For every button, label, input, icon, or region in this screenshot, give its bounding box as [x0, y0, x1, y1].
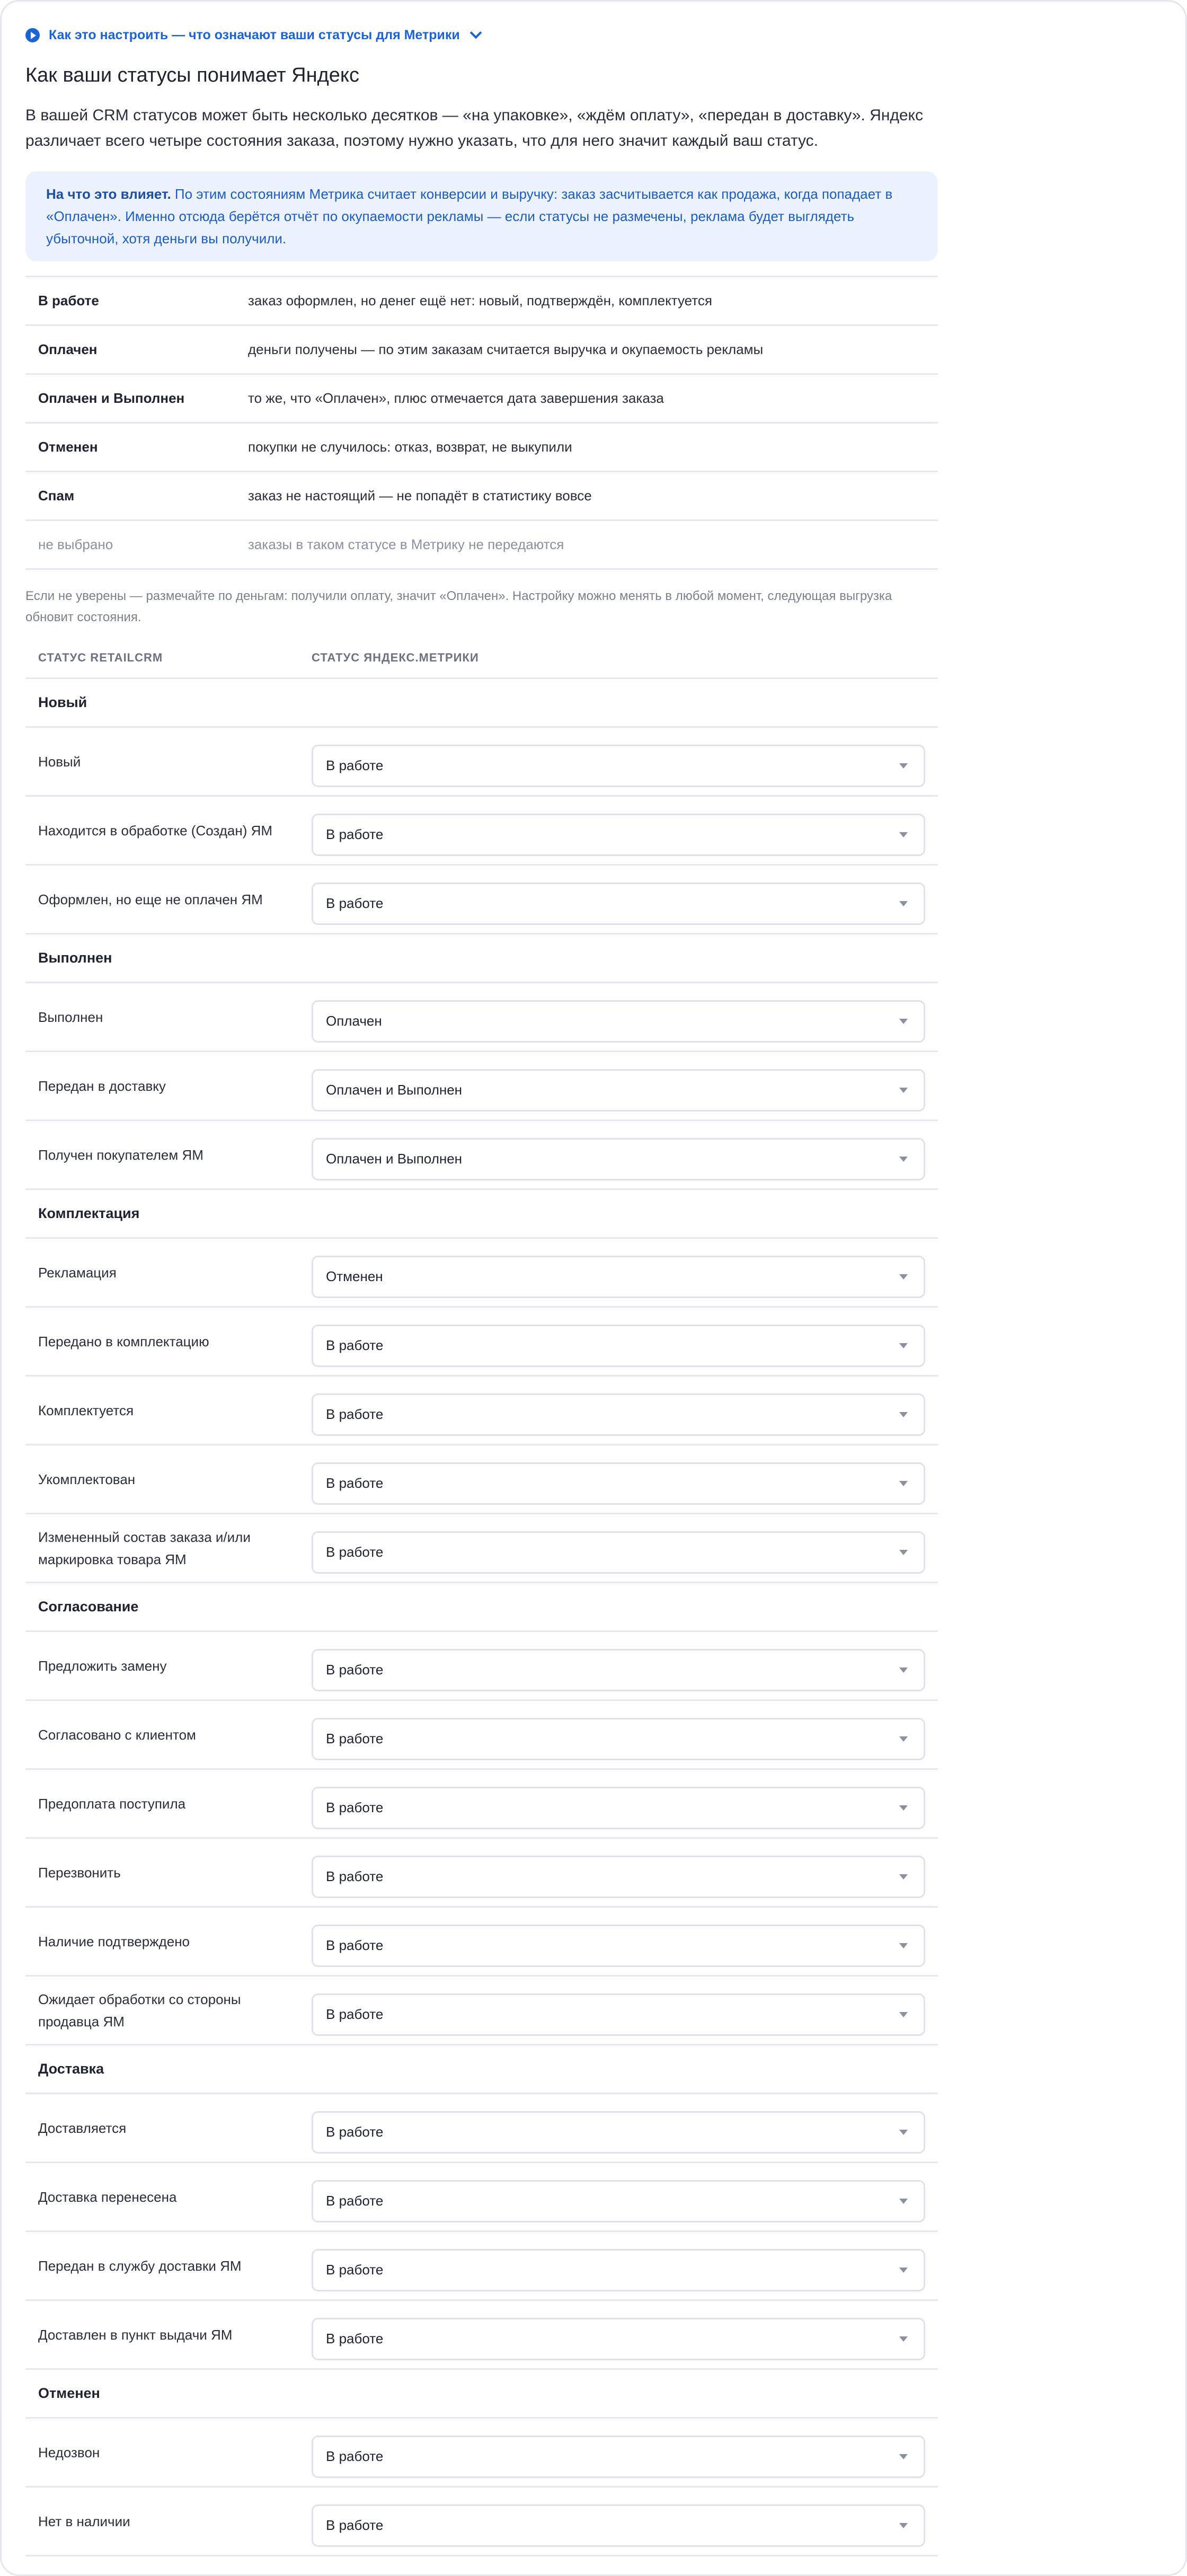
- crm-status-name: Рекламация: [38, 1264, 117, 1281]
- select-value: В работе: [326, 1406, 384, 1422]
- select-value: В работе: [326, 2448, 384, 2464]
- metrika-status-select[interactable]: [312, 1256, 925, 1298]
- table-row: [25, 1445, 938, 1514]
- caret-down-icon: [899, 1157, 908, 1162]
- status-group-title: Новый: [25, 679, 938, 728]
- legend-status-desc: заказы в таком статусе в Метрику не передаются: [248, 536, 564, 552]
- chevron-down-icon: [470, 27, 482, 39]
- table-row: [25, 1052, 938, 1121]
- info-box: [25, 171, 938, 261]
- caret-down-icon: [899, 2454, 908, 2459]
- table-row: [25, 2163, 938, 2232]
- table-row: [25, 1121, 938, 1190]
- select-value: В работе: [326, 826, 384, 842]
- select-value: В работе: [326, 2193, 384, 2209]
- select-value: В работе: [326, 2331, 384, 2346]
- caret-down-icon: [899, 1088, 908, 1093]
- metrika-status-select[interactable]: [312, 2111, 925, 2154]
- info-bold: На что это влияет.: [46, 186, 171, 202]
- crm-status-name: Нет в наличии: [38, 2513, 130, 2529]
- caret-down-icon: [899, 763, 908, 769]
- legend-row: [25, 375, 938, 424]
- table-row: [25, 797, 938, 866]
- legend-row: [25, 521, 938, 570]
- crm-status-name: Новый: [38, 753, 81, 770]
- metrika-status-select[interactable]: [312, 1325, 925, 1367]
- metrika-status-select[interactable]: [312, 2318, 925, 2360]
- caret-down-icon: [899, 1343, 908, 1348]
- select-value: В работе: [326, 1544, 384, 1560]
- crm-status-name: Измененный состав заказа и/или маркировка товара ЯМ: [38, 1529, 251, 1567]
- crm-status-name: Перезвонить: [38, 1864, 121, 1881]
- caret-down-icon: [899, 2336, 908, 2342]
- table-header: [25, 638, 938, 679]
- select-value: В работе: [326, 757, 384, 773]
- metrika-status-select[interactable]: [312, 1069, 925, 1111]
- metrika-status-select[interactable]: [312, 1993, 925, 2036]
- metrika-status-select[interactable]: [312, 1462, 925, 1505]
- metrika-status-select[interactable]: [312, 1138, 925, 1180]
- crm-status-name: Получен покупателем ЯМ: [38, 1146, 203, 1163]
- legend-status-desc: заказ не настоящий — не попадёт в статистику вовсе: [248, 488, 592, 504]
- column-crm-status: СТАТУС RETAILCRM: [38, 650, 163, 664]
- caret-down-icon: [899, 1943, 908, 1948]
- caret-down-icon: [899, 1668, 908, 1673]
- crm-status-name: Выполнен: [38, 1009, 103, 1025]
- legend-status-desc: то же, что «Оплачен», плюс отмечается дата завершения заказа: [248, 390, 664, 406]
- metrika-status-select[interactable]: [312, 1925, 925, 1967]
- legend-status-name: Оплачен: [38, 341, 98, 357]
- crm-status-name: Передано в комплектацию: [38, 1333, 209, 1349]
- caret-down-icon: [899, 901, 908, 906]
- legend-status-name: В работе: [38, 293, 99, 308]
- metrika-status-select[interactable]: [312, 2180, 925, 2222]
- crm-status-name: Ожидает обработки со стороны продавца ЯМ: [38, 1991, 241, 2030]
- metrika-status-select[interactable]: [312, 1787, 925, 1829]
- table-row: [25, 1701, 938, 1770]
- crm-status-name: Передан в доставку: [38, 1078, 166, 1094]
- legend-status-name: Спам: [38, 488, 75, 504]
- status-group-title: Выполнен: [25, 934, 938, 983]
- legend-row: [25, 277, 938, 326]
- table-row: [25, 1632, 938, 1701]
- crm-status-name: Доставлен в пункт выдачи ЯМ: [38, 2326, 233, 2343]
- crm-status-name: Передан в службу доставки ЯМ: [38, 2257, 242, 2274]
- table-row: [25, 983, 938, 1052]
- info-text: По этим состояниям Метрика считает конверсии и выручку: заказ засчитывается как продажа, когда попадает в «Оплачен». Именно отсюда берётся отчёт по окупаемости рекламы — если статусы не размечены, реклама будет выглядеть убыточной, хотя деньги вы получили.: [46, 186, 893, 246]
- crm-status-name: Укомплектован: [38, 1471, 136, 1487]
- caret-down-icon: [899, 832, 908, 837]
- select-value: Оплачен и Выполнен: [326, 1151, 463, 1167]
- caret-down-icon: [899, 1550, 908, 1555]
- crm-status-name: Согласовано с клиентом: [38, 1726, 196, 1743]
- table-row: [25, 2094, 938, 2163]
- crm-status-name: Наличие подтверждено: [38, 1933, 190, 1949]
- select-value: В работе: [326, 1337, 384, 1353]
- howto-link-label: Как это настроить — что означают ваши статусы для Метрики: [49, 27, 460, 42]
- crm-status-name: Комплектуется: [38, 1402, 134, 1418]
- caret-down-icon: [899, 2199, 908, 2204]
- caret-down-icon: [899, 1874, 908, 1880]
- caret-down-icon: [899, 2268, 908, 2273]
- crm-status-name: Предоплата поступила: [38, 1795, 186, 1812]
- select-value: В работе: [326, 1731, 384, 1746]
- play-icon: [25, 28, 40, 42]
- caret-down-icon: [899, 1412, 908, 1417]
- caret-down-icon: [899, 1805, 908, 1811]
- metrika-status-select[interactable]: [312, 2436, 925, 2478]
- crm-status-name: Оформлен, но еще не оплачен ЯМ: [38, 891, 263, 907]
- select-value: В работе: [326, 1799, 384, 1815]
- hint-text: Если не уверены — размечайте по деньгам: получили оплату, значит «Оплачен». Настройку можно менять в любой момент, следующая выгрузка обновит состояния.: [25, 589, 892, 624]
- select-value: В работе: [326, 895, 384, 911]
- select-value: В работе: [326, 1868, 384, 1884]
- select-value: В работе: [326, 2517, 384, 2533]
- select-value: Отменен: [326, 1268, 383, 1284]
- caret-down-icon: [899, 2130, 908, 2135]
- metrika-status-select[interactable]: [312, 1718, 925, 1760]
- table-row: [25, 1308, 938, 1377]
- metrika-status-select[interactable]: [312, 745, 925, 787]
- table-row: [25, 2232, 938, 2301]
- crm-status-name: Доставка перенесена: [38, 2189, 177, 2205]
- legend-row: [25, 326, 938, 375]
- legend-status-name: не выбрано: [38, 536, 113, 552]
- column-metrika-status: СТАТУС ЯНДЕКС.МЕТРИКИ: [312, 650, 479, 664]
- legend-status-name: Отменен: [38, 439, 98, 455]
- table-row: [25, 1239, 938, 1308]
- table-row: [25, 2301, 938, 2370]
- metrika-status-select[interactable]: [312, 883, 925, 925]
- metrika-status-select[interactable]: [312, 1856, 925, 1898]
- legend-row: [25, 472, 938, 521]
- caret-down-icon: [899, 1736, 908, 1742]
- caret-down-icon: [899, 1274, 908, 1280]
- legend-status-desc: покупки не случилось: отказ, возврат, не выкупили: [248, 439, 572, 455]
- metrika-status-select[interactable]: [312, 1000, 925, 1043]
- table-row: [25, 866, 938, 934]
- legend-status-desc: деньги получены — по этим заказам считается выручка и окупаемость рекламы: [248, 341, 764, 357]
- caret-down-icon: [899, 2012, 908, 2017]
- select-value: Оплачен: [326, 1013, 382, 1029]
- crm-status-name: Недозвон: [38, 2444, 100, 2460]
- table-row: [25, 1839, 938, 1908]
- howto-toggle[interactable]: [25, 25, 938, 45]
- legend-status-name: Оплачен и Выполнен: [38, 390, 185, 406]
- status-mapping-section: [25, 25, 938, 2556]
- crm-status-name: Доставляется: [38, 2120, 127, 2136]
- status-group-title: Доставка: [25, 2045, 938, 2094]
- table-row: [25, 2487, 938, 2556]
- legend-status-desc: заказ оформлен, но денег ещё нет: новый, подтверждён, комплектуется: [248, 293, 712, 308]
- table-row: [25, 728, 938, 797]
- lead-text: В вашей CRM статусов может быть несколько десятков — «на упаковке», «ждём оплату», «передан в доставку». Яндекс различает всего четыре состояния заказа, поэтому нужно указать, что для него значит каждый ваш статус.: [25, 107, 923, 149]
- metrika-status-select[interactable]: [312, 1531, 925, 1574]
- status-group-title: Отменен: [25, 2370, 938, 2419]
- caret-down-icon: [899, 1019, 908, 1024]
- status-legend: [25, 276, 938, 570]
- select-value: Оплачен и Выполнен: [326, 1082, 463, 1098]
- section-heading: Как ваши статусы понимает Яндекс: [25, 64, 359, 86]
- table-row: [25, 2419, 938, 2487]
- select-value: В работе: [326, 1662, 384, 1678]
- metrika-status-select[interactable]: [312, 1649, 925, 1691]
- select-value: В работе: [326, 2262, 384, 2278]
- status-group-title: Согласование: [25, 1583, 938, 1632]
- select-value: В работе: [326, 1475, 384, 1491]
- table-row: [25, 1977, 938, 2045]
- legend-row: [25, 424, 938, 472]
- caret-down-icon: [899, 1481, 908, 1486]
- table-row: [25, 1514, 938, 1583]
- table-row: [25, 1770, 938, 1839]
- crm-status-name: Находится в обработке (Создан) ЯМ: [38, 822, 273, 839]
- table-row: [25, 1377, 938, 1445]
- select-value: В работе: [326, 1937, 384, 1953]
- select-value: В работе: [326, 2006, 384, 2022]
- metrika-status-select[interactable]: [312, 2504, 925, 2547]
- crm-status-name: Предложить замену: [38, 1657, 167, 1674]
- select-value: В работе: [326, 2124, 384, 2140]
- status-mapping-table: [25, 679, 938, 2556]
- caret-down-icon: [899, 2523, 908, 2528]
- status-group-title: Комплектация: [25, 1190, 938, 1239]
- metrika-status-select[interactable]: [312, 1393, 925, 1436]
- metrika-status-select[interactable]: [312, 814, 925, 856]
- metrika-status-select[interactable]: [312, 2249, 925, 2291]
- table-row: [25, 1908, 938, 1977]
